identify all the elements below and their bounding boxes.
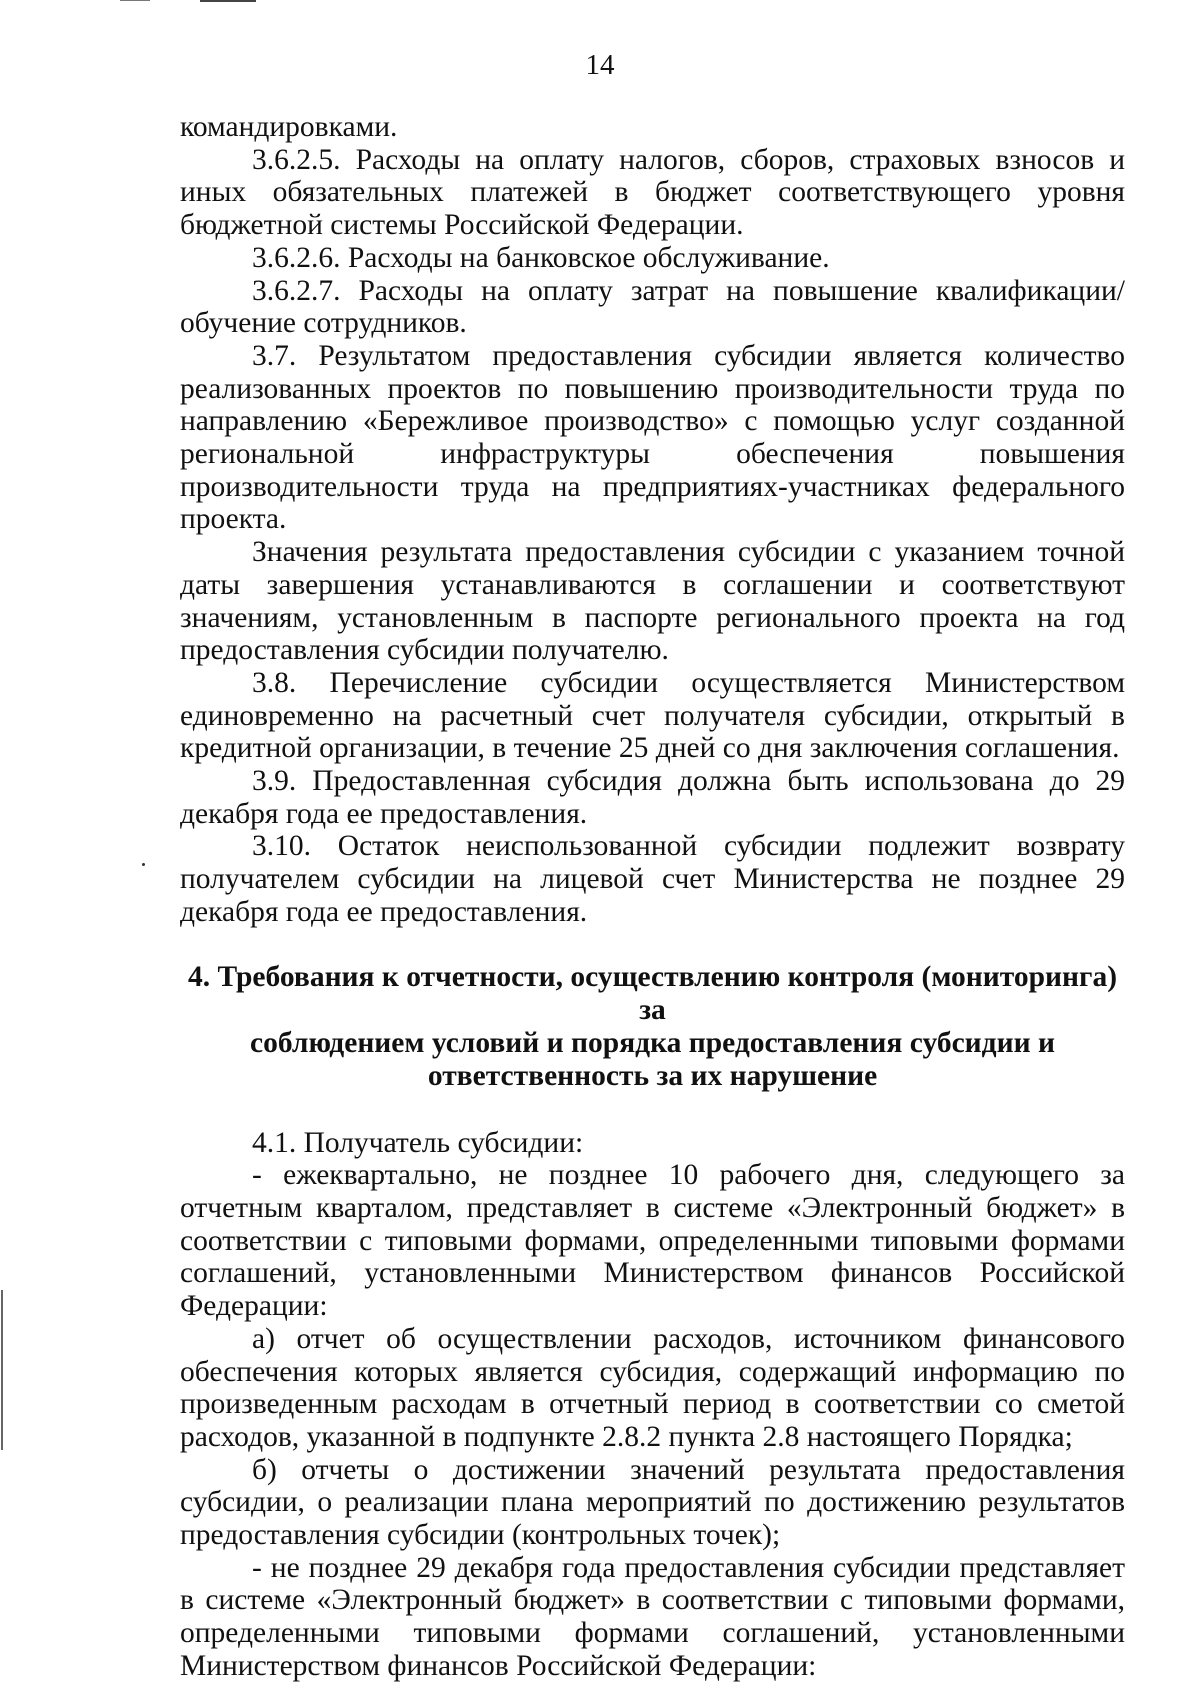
paragraphs-bottom [180,1127,1125,1683]
section-heading-line: ответственность за их нарушение [427,1059,878,1092]
scan-margin-line [1,1290,3,1450]
paragraph: - ежеквартально, не позднее 10 рабочего дня, следующего за отчетным кварталом, представляет в системе «Электронный бюджет» в соответствии с типовыми формами, определенными типовыми формами соглашений, установленными Министерством финансов Российской Федерации: [180,1159,1125,1323]
paragraphs-top [180,111,1125,929]
paragraph: Значения результата предоставления субсидии с указанием точной даты завершения устанавливаются в соглашении и соответствуют значениям, установленным в паспорте регионального проекта на год предоставления субсидии получателю. [180,536,1125,667]
section-heading-line: 4. Требования к отчетности, осуществлению контроля (мониторинга) за [187,960,1118,1026]
paragraph: а) отчет об осуществлении расходов, источником финансового обеспечения которых является субсидия, содержащий информацию по произведенным расходам в отчетный период в соответствии со сметой расходов, указанной в подпункте 2.8.2 пункта 2.8 настоящего Порядка; [180,1322,1125,1453]
paragraph: б) отчеты о достижении значений результата предоставления субсидии, о реализации плана мероприятий по достижению результатов предоставления субсидии (контрольных точек); [180,1453,1125,1552]
document-body [180,111,1125,1683]
paragraph: 3.6.2.7. Расходы на оплату затрат на повышение квалификации/обучение сотрудников. [180,274,1125,340]
paragraph: 3.8. Перечисление субсидии осуществляется Министерством единовременно на расчетный счет получателя субсидии, открытый в кредитной организации, в течение 25 дней со дня заключения соглашения. [180,666,1125,765]
section-heading-line: соблюдением условий и порядка предоставления субсидии и [250,1026,1055,1059]
paragraph: 4.1. Получатель субсидии: [252,1126,584,1159]
scan-mark-top [200,0,256,2]
paragraph: - не позднее 29 декабря года предоставления субсидии представляет в системе «Электронный бюджет» в соответствии с типовыми формами, определенными типовыми формами соглашений, установленными Министерством финансов Российской Федерации: [180,1551,1125,1682]
paragraph: 3.6.2.6. Расходы на банковское обслуживание. [252,241,830,274]
page-number: 14 [585,49,615,81]
paragraph: командировками. [180,111,398,143]
section-heading [180,961,1125,1093]
scan-dot [142,863,145,866]
paragraph: 3.10. Остаток неиспользованной субсидии подлежит возврату получателем субсидии на лицевой счет Министерства не позднее 29 декабря года ее предоставления. [180,830,1125,928]
paragraph: 3.7. Результатом предоставления субсидии является количество реализованных проектов по повышению производительности труда по направлению «Бережливое производство» с помощью услуг созданной региональной инфраструктуры обеспечения повышения производительности труда на предприятиях-участниках федерального проекта. [180,339,1125,536]
scan-mark-top-left [120,0,150,1]
paragraph: 3.9. Предоставленная субсидия должна быть использована до 29 декабря года ее предоставления. [180,765,1125,830]
paragraph: 3.6.2.5. Расходы на оплату налогов, сборов, страховых взносов и иных обязательных платежей в бюджет соответствующего уровня бюджетной системы Российской Федерации. [180,143,1125,242]
